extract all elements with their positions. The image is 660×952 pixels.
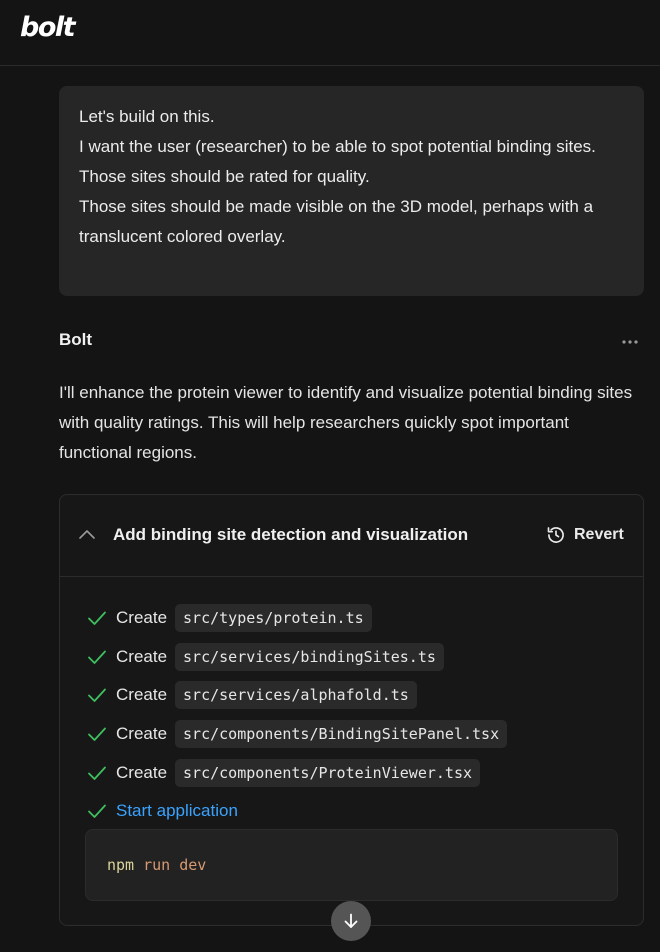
assistant-name: Bolt [59,330,93,349]
step-verb: Create [116,685,168,705]
start-application-step [86,792,626,831]
check-icon [86,764,108,782]
file-path[interactable]: src/types/protein.ts [175,604,372,632]
check-icon [86,648,108,666]
more-options-button[interactable] [618,330,642,354]
action-steps-list [86,599,626,831]
action-step [86,638,626,677]
step-verb: Create [116,608,168,628]
user-message-line: Those sites should be rated for quality. [79,167,370,186]
user-message-line: I want the user (researcher) to be able to spot potential binding sites. [79,137,596,156]
user-message-line: Let's build on this. [79,107,215,126]
step-verb: Create [116,724,168,744]
revert-label: Revert [574,526,624,543]
history-icon [546,525,566,545]
arrow-down-icon [342,912,360,930]
step-verb: Create [116,762,168,782]
command-args: run dev [143,856,207,874]
start-application-link[interactable]: Start application [116,801,238,821]
artifact-header[interactable] [60,495,643,577]
check-icon [86,802,108,820]
action-step [86,715,626,754]
artifact-card [59,494,644,926]
file-path[interactable]: src/components/ProteinViewer.tsx [175,759,480,787]
user-message-line: Those sites should be made visible on the 3D model, perhaps with a translucent colored overlay. [79,197,594,246]
scroll-to-bottom-button[interactable] [331,901,371,941]
assistant-message: I'll enhance the protein viewer to identify and visualize potential binding sites with quality ratings. This will help researchers quickly spot important functional regions. [59,383,633,462]
action-step [86,599,626,638]
check-icon [86,725,108,743]
file-path[interactable]: src/components/BindingSitePanel.tsx [175,720,507,748]
chevron-up-icon[interactable] [77,527,97,541]
bolt-logo[interactable]: bolt [20,12,75,43]
revert-button[interactable] [546,525,624,545]
file-path[interactable]: src/services/bindingSites.ts [175,643,444,671]
action-step [86,676,626,715]
action-step [86,753,626,792]
check-icon [86,609,108,627]
check-icon [86,686,108,704]
artifact-title: Add binding site detection and visualization [113,525,469,544]
terminal-command-block [85,829,618,901]
top-bar [0,0,660,66]
step-verb: Create [116,646,168,666]
file-path[interactable]: src/services/alphafold.ts [175,681,417,709]
command-name: npm [107,856,135,874]
ellipsis-icon [622,340,638,344]
user-message-bubble [59,86,644,296]
